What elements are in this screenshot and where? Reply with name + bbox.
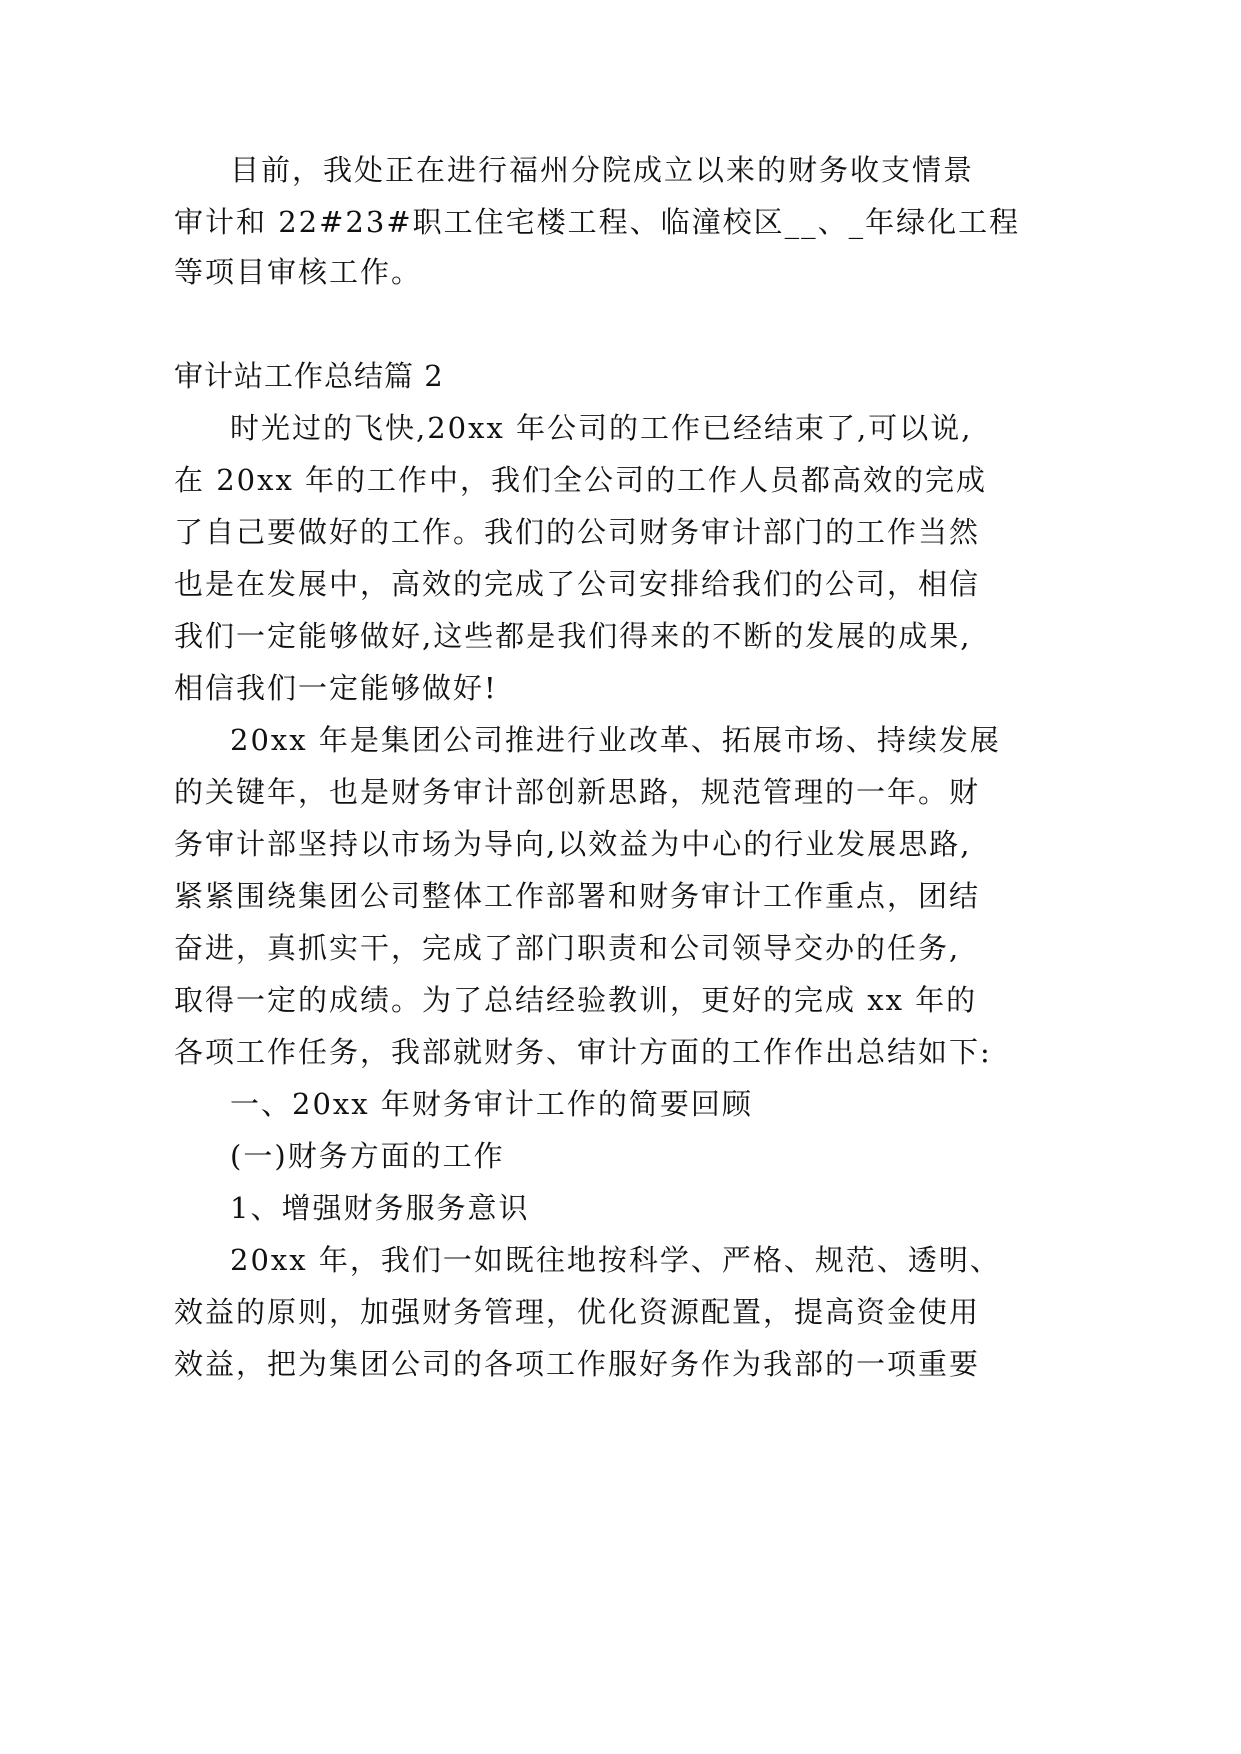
paragraph-1-line-1: 目前，我处正在进行福州分院成立以来的财务收支情景: [230, 153, 975, 187]
subheading-finance-work: (一)财务方面的工作: [230, 1139, 505, 1173]
paragraph-3-line-5: 奋进，真抓实干，完成了部门职责和公司领导交办的任务,: [174, 931, 961, 965]
paragraph-2-line-5: 我们一定能够做好,这些都是我们得来的不断的发展的成果,: [174, 619, 972, 653]
paragraph-3-line-4: 紧紧围绕集团公司整体工作部署和财务审计工作重点，团结: [174, 879, 981, 913]
paragraph-4-line-3: 效益，把为集团公司的各项工作服好务作为我部的一项重要: [174, 1347, 981, 1381]
paragraph-4-line-2: 效益的原则，加强财务管理，优化资源配置，提高资金使用: [174, 1295, 981, 1329]
paragraph-2-line-2: 在 20xx 年的工作中，我们全公司的工作人员都高效的完成: [174, 463, 988, 497]
paragraph-3-line-2: 的关键年，也是财务审计部创新思路，规范管理的一年。财: [174, 775, 981, 809]
paragraph-2-line-3: 了自己要做好的工作。我们的公司财务审计部门的工作当然: [174, 515, 981, 549]
paragraph-2-line-1: 时光过的飞快,20xx 年公司的工作已经结束了,可以说,: [230, 411, 973, 445]
paragraph-3-line-6: 取得一定的成绩。为了总结经验教训，更好的完成 xx 年的: [174, 983, 978, 1017]
paragraph-1-line-3: 等项目审核工作。: [174, 255, 423, 289]
subheading-service-awareness: 1、增强财务服务意识: [230, 1191, 530, 1225]
paragraph-2-line-4: 也是在发展中，高效的完成了公司安排给我们的公司，相信: [174, 567, 981, 601]
paragraph-4-line-1: 20xx 年，我们一如既往地按科学、严格、规范、透明、: [230, 1243, 1001, 1277]
paragraph-3-line-7: 各项工作任务，我部就财务、审计方面的工作作出总结如下:: [174, 1035, 992, 1069]
section-heading: 审计站工作总结篇 2: [174, 359, 444, 393]
subheading-review: 一、20xx 年财务审计工作的简要回顾: [230, 1087, 753, 1121]
paragraph-3-line-1: 20xx 年是集团公司推进行业改革、拓展市场、持续发展: [230, 723, 1001, 757]
paragraph-2-line-6: 相信我们一定能够做好!: [174, 671, 498, 705]
paragraph-3-line-3: 务审计部坚持以市场为导向,以效益为中心的行业发展思路,: [174, 827, 972, 861]
paragraph-1-line-2: 审计和 22#23#职工住宅楼工程、临潼校区__、_年绿化工程: [174, 205, 1021, 239]
